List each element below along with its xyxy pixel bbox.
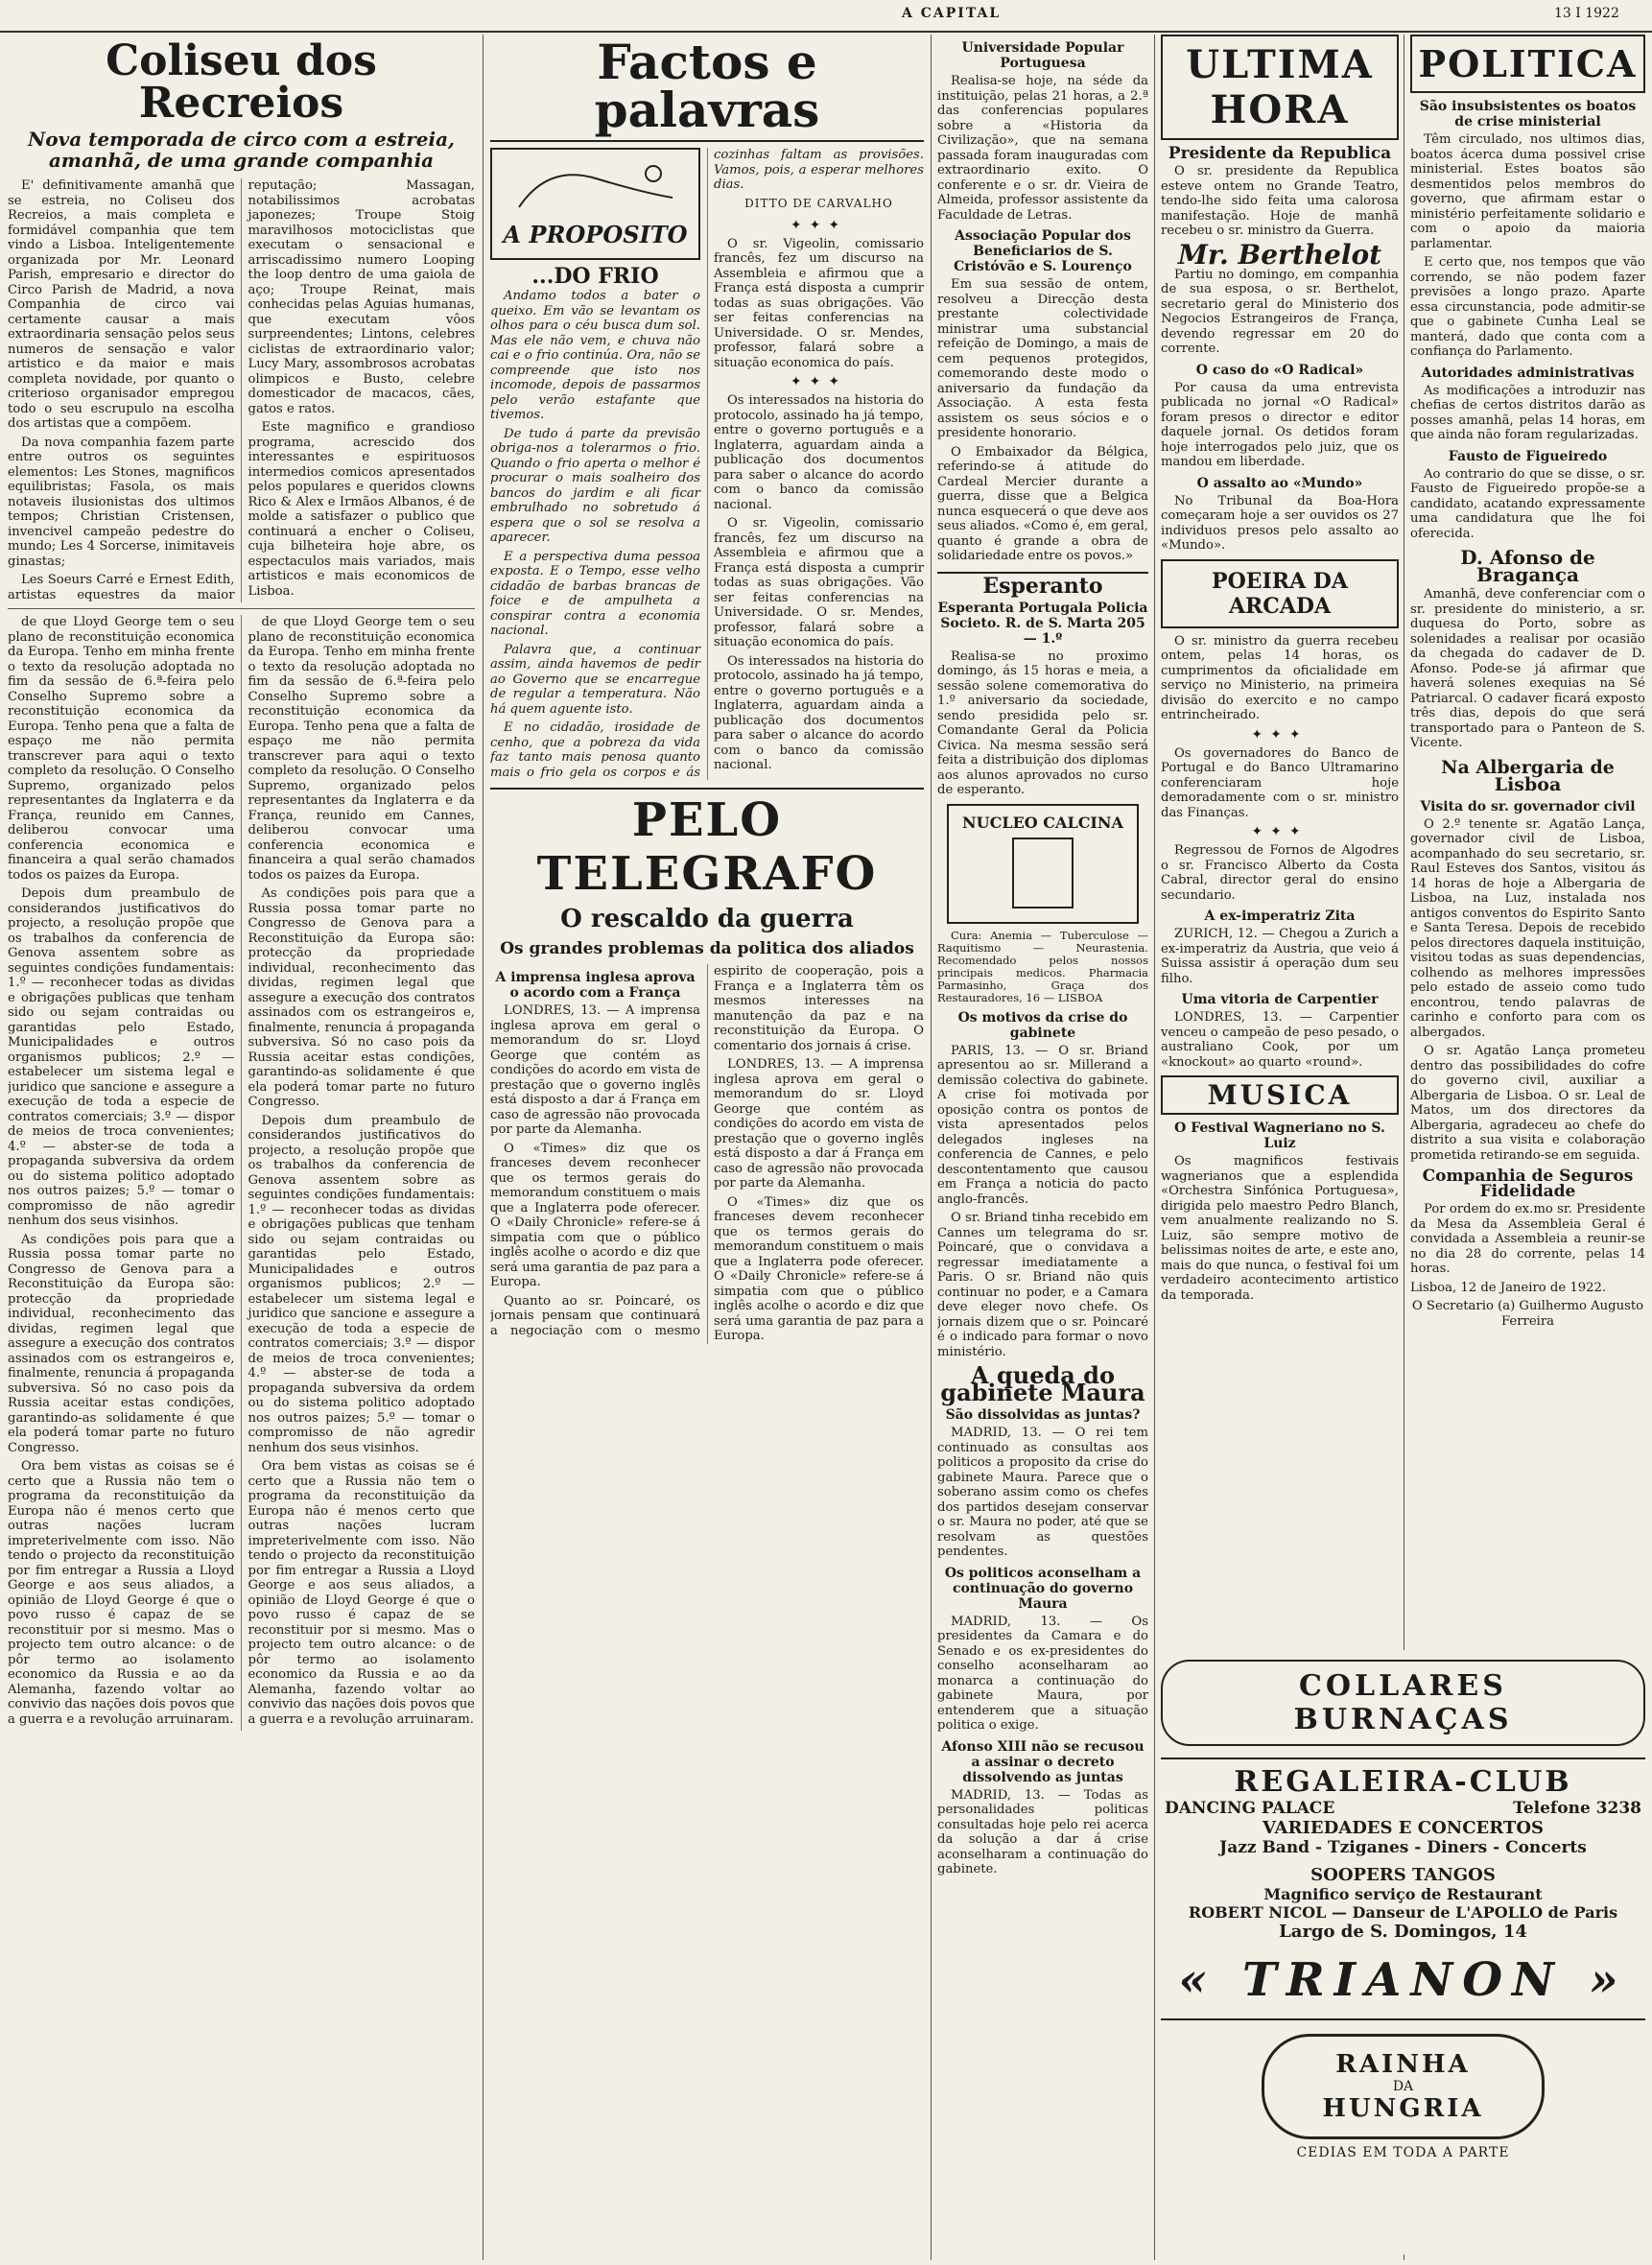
paragraph: Em sua sessão de ontem, resolveu a Direcção desta prestante colectividade ministrar uma substancial refeição de Domingo, a mais de cem pequenos protegidos, comemorando deste modo o aniversario da fundação da Associação. A esta festa assistem os seus sócios e o presidente honorario. [937, 277, 1148, 440]
paragraph: Este magnifico e grandioso programa, acrescido dos interessantes e espirituosos intermedios comicos apresentados pelos populares e queridos clowns Rico & Alex e Irmãos Albanos, é de molde a satisfazer o publico que continuará a encher o Coliseu, cuja bilheteira hoje abre, os espectaculos mais variados, mais artisticos e mais economicos de Lisboa. [248, 420, 475, 599]
musica-banner: MUSICA [1161, 1075, 1399, 1115]
paragraph: LONDRES, 13. — A imprensa inglesa aprova em geral o memorandum do sr. Lloyd George que contém as condições do acordo em vista de prestação que o governo inglês está disposto a dar á França em caso de agressão não provocada por parte da Alemanha. [490, 1003, 700, 1137]
paragraph: No Tribunal da Boa-Hora começaram hoje a ser ouvidos os 27 individuos presos pelo assalto ao «Mundo». [1161, 493, 1399, 553]
article-heading: Mr. Berthelot [1177, 238, 1382, 271]
article-title: Coliseu dos Recreios [106, 36, 377, 128]
telegraph-body [490, 964, 924, 1344]
article-heading: Esperanto [937, 572, 1148, 595]
paragraph: Regressou de Fornos de Algodres o sr. Francisco Alberto da Costa Cabral, director geral do ensino secundario. [1161, 843, 1399, 903]
notice-date: Lisboa, 12 de Janeiro de 1922. [1410, 1280, 1607, 1295]
paragraph: E' definitivamente amanhã que se estreia, no Coliseu dos Recreios, a mais completa e formidável companhia que tem vindo a Lisboa. Inteligentemente organizada por Mr. Leonard Parish, empresario e director do Circo Parish de Madrid, a nova Companhia de circo vai certamente causar a mais extraordinaria sensação pelos seus numeros de sensação e valor artistico e da maior e mais completa novidade, por quanto o criterioso organisador empregou todo o seu escrupulo na escolha dos artistas que a compõem. [8, 178, 235, 431]
paragraph: Depois dum preambulo de considerandos justificativos do projecto, a resolução propõe que os trabalhos da conferencia de Genova assentem sobre as seguintes condições fundamentais: 1.º — reconhecer todas as dividas e obrigações publicas que tenham sido ou sejam contraidas ou garantidas pelo Estado, Municipalidades e outros organismos publicos; 2.º — estabelecer um sistema legal e juridico que sancione e assegure a execução de toda a especie de contratos comerciais; 3.º — dispor de meios de troca convenientes; 4.º — abster-se de toda a propaganda subversiva da ordem ou do sistema politico adoptado nos outros paizes; 5.º — tomar o compromisso de não agredir nenhum dos seus visinhos. [8, 886, 235, 1228]
paragraph: PARIS, 13. — O sr. Briand apresentou ao sr. Millerand a demissão colectiva do gabinete. A crise foi motivada por oposição contra os pontos de vista apresentados pelos delegados ingleses na conferencia de Cannes, e pelo descontentamento que causou em França a noticia do pacto anglo-francês. [937, 1043, 1148, 1207]
bottle-icon [1012, 838, 1074, 908]
article-heading: D. Afonso de Bragança [1460, 546, 1595, 586]
trianon-ad: « TRIANON » [1178, 1953, 1628, 2007]
ad-title: REGALEIRA-CLUB [1234, 1765, 1572, 1799]
paragraph: ZURICH, 12. — Chegou a Zurich a ex-imperatriz da Austria, que veio á Suissa assistir á operação dum seu filho. [1161, 927, 1399, 986]
rainha-hungria-ad [1161, 2034, 1645, 2160]
banner-title: PELO TELEGRAFO [536, 793, 878, 901]
ad-brand-line: DA [1392, 2079, 1414, 2094]
paragraph: Têm circulado, nos ultimos dias, boatos ácerca duma possivel crise ministerial. Estes boatos são desmentidos pelos membros do governo, que afirmam estar o ministério perfeitamente solidario e com o apoio da maioria parlamentar. [1410, 132, 1645, 251]
paragraph: Os interessados na historia do protocolo, assinado ha já tempo, entre o governo português e a Inglaterra, aguardam ainda a publicação dos documentos para saber o alcance do acordo com o banco da comissão nacional. [714, 393, 924, 512]
ad-line: Jazz Band - Tziganes - Diners - Concerts [1219, 1838, 1587, 1857]
paragraph: O «Times» diz que os franceses devem reconhecer que os termos gerais do memorandum constituem o mais que a Inglaterra pode oferecer. O «Daily Chronicle» refere-se á simpatia com que o público inglês acolhe o acordo e diz que será uma garantia de paz para a Europa. [714, 1194, 924, 1343]
ad-line: ROBERT NICOL — Danseur de L'APOLLO de Paris [1188, 1903, 1618, 1922]
article-heading: Associação Popular dos Beneficiarios de S. Cristóvão e S. Lourenço [954, 228, 1132, 274]
paragraph: Por ordem do ex.mo sr. Presidente da Mesa da Assembleia Geral é convidada a Assembleia a reunir-se no dia 28 do corrente, pelas 14 horas. [1410, 1202, 1645, 1276]
paragraph: As condições pois para que a Russia possa tomar parte no Congresso de Genova para a Reconstituição da Europa são: protecção da propriedade individual, reconhecimento das dividas, regimen legal que assegure a execução dos contratos assinados com os estrangeiros e, finalmente, renuncia á propaganda subversiva. Só no caso pois da Russia aceitar estas condições, garantindo-as solidamente é que ela poderá tomar parte no futuro Congresso. [8, 1232, 235, 1455]
article-heading: Os motivos da crise do gabinete [957, 1009, 1128, 1041]
column-rule [1154, 35, 1155, 2260]
paragraph: Os governadores do Banco de Portugal e do Banco Ultramarino conferenciaram hoje demoradamente com o sr. ministro das Finanças. [1161, 745, 1399, 820]
paragraph: Realisa-se hoje, na séde da instituição, pelas 21 horas, a 2.ª das conferencias populares sobre a «Historia da Civilização», que na semana passada foram inauguradas com extraordinario exito. O conferente e o sr. dr. Vieira de Almeida, professor assistente da Faculdade de Letras. [937, 74, 1148, 223]
paragraph: MADRID, 13. — Todas as personalidades politicas consultadas hoje pelo rei acerca da solução a dar á crise aconselharam a continuação do gabinete. [937, 1787, 1148, 1876]
paragraph: O sr. Agatão Lança prometeu dentro das possibilidades do cofre do governo civil, auxiliar a Albergaria de Lisboa. O sr. Leal de Matos, um dos directores da Albergaria, agradeceu ao chefe do distrito a sua visita e colaboração prometida retirando-se em seguida. [1410, 1044, 1645, 1163]
paragraph: O sr. Vigeolin, comissario francês, fez um discurso na Assembleia e afirmou que a França está disposta a cumprir todas as suas obrigações. Vão ser feitas conferencias na Universidade. O sr. Mendes, professor, falará sobre a situação economica do país. [714, 516, 924, 649]
signature: DITTO DE CARVALHO [744, 196, 893, 210]
paragraph: As modificações a introduzir nas chefias de certos distritos darão as posses amanhã, pelas 14 horas, em que ainda não foram regularizadas. [1410, 383, 1645, 442]
paragraph: O sr. Vigeolin, comissario francês, fez um discurso na Assembleia e afirmou que a França está disposta a cumprir todas as suas obrigações. Vão ser feitas conferencias na Universidade. O sr. Mendes, professor, falará sobre a situação economica do país. [714, 236, 924, 370]
paragraph: O sr. presidente da Republica esteve ontem no Grande Teatro, tendo-lhe sido feita uma calorosa manifestação. Hoje de manhã recebeu o sr. ministro da Guerra. [1161, 164, 1399, 238]
article-heading: São insubsistentes os boatos de crise ministerial [1419, 99, 1637, 130]
newspaper-name: A CAPITAL [902, 6, 1002, 21]
paragraph: O «Times» diz que os franceses devem reconhecer que os termos gerais do memorandum constituem o mais que a Inglaterra pode oferecer. O «Daily Chronicle» refere-se á simpatia com que o público inglês acolhe o acordo e diz que será uma garantia de paz para a Europa. [490, 1141, 700, 1289]
a-proposito-logo [490, 148, 700, 260]
ad-line: VARIEDADES E CONCERTOS [1262, 1818, 1544, 1838]
article-heading: Companhia de Seguros Fidelidade [1422, 1167, 1634, 1201]
column-coliseu [8, 35, 475, 2260]
nucleo-calcina-ad [947, 804, 1139, 924]
paragraph: Ora bem vistas as coisas se é certo que a Russia não tem o programa da reconstituição da Europa não é menos certo que outras nações lucram impreterivelmente com isso. Não tendo o projecto da reconstituição por fim entregar a Russia a Lloyd George e aos seus aliados, a opinião de Lloyd George é que o povo russo é capaz de se reconstituir por si mesmo. Mas o projecto tem outro alcance: o de pôr termo ao isolamento economico da Russia e ao da Alemanha, fazendo voltar ao convivio das nações dois povos que a guerra e a revolução arruinaram. [248, 1459, 475, 1727]
paragraph: Depois dum preambulo de considerandos justificativos do projecto, a resolução propõe que os trabalhos da conferencia de Genova assentem sobre as seguintes condições fundamentais: 1.º — reconhecer todas as dividas e obrigações publicas que tenham sido ou sejam contraidas ou garantidas pelo Estado, Municipalidades e outros organismos publicos; 2.º — estabelecer um sistema legal e juridico que sancione e assegure a execução de toda a especie de contratos comerciais; 3.º — dispor de meios de troca convenientes; 4.º — abster-se de toda a propaganda subversiva da ordem ou do sistema politico adoptado nos outros paizes; 5.º — tomar o compromisso de não agredir nenhum dos seus visinhos. [248, 1113, 475, 1455]
article-heading: Afonso XIII não se recusou a assinar o decreto dissolvendo as juntas [941, 1738, 1145, 1785]
ad-brand-line: HUNGRIA [1322, 2094, 1484, 2123]
ad-line: DANCING PALACE [1165, 1799, 1335, 1818]
banner-subtitle-2: Os grandes problemas da politica dos aliados [500, 939, 914, 958]
paragraph: Ora bem vistas as coisas se é certo que a Russia não tem o programa da reconstituição da Europa não é menos certo que outras nações lucram impreterivelmente com isso. Não tendo o projecto da reconstituição por fim entregar a Russia a Lloyd George e aos seus aliados, a opinião de Lloyd George é que o povo russo é capaz de se reconstituir por si mesmo. Mas o projecto tem outro alcance: o de pôr termo ao isolamento economico da Russia e ao da Alemanha, fazendo voltar ao convivio das nações dois povos que a guerra e a revolução arruinaram. [8, 1459, 235, 1727]
section-title: Factos e palavras [594, 35, 820, 138]
paragraph: Realisa-se no proximo domingo, ás 15 horas e meia, a sessão solene comemorativa do 1.º aniversario da sociedade, sendo presidida pelo sr. Comandante Geral da Policia Civica. Na mesma sessão será feita a distribuição dos diplomas aos alunos aprovados no curso de esperanto. [937, 649, 1148, 797]
column-rule [483, 35, 484, 2260]
paragraph: Amanhã, deve conferenciar com o sr. presidente do ministerio, a sr. duquesa do Porto, sobre as solenidades a realisar por ocasião da chegada do cadaver de D. Afonso. Pode-se já afirmar que haverá solenes exequias na Sé Patriarcal. O cadaver ficará exposto três dias, depois do que será transportado para o Panteon de S. Vicente. [1410, 587, 1645, 750]
article-subheading: São dissolvidas as juntas? [945, 1407, 1141, 1423]
article-heading: Fausto de Figueiredo [1448, 448, 1608, 464]
paragraph: de que Lloyd George tem o seu plano de reconstituição economica da Europa. Tenho em minha frente o texto da resolução adoptada no fim da sessão de 6.ª-feira pelo Conselho Supremo sobre a reconstituição economica da Europa. Tenho pena que a falta de espaço me não permita transcrever para aqui o texto completo da resolução. O Conselho Supremo, organizado pelos representantes da Inglaterra e da França, reunido em Cannes, deliberou convocar uma conferencia economica e financeira a qual serão chamados todos os paizes da Europa. [248, 615, 475, 883]
ad-brand-line: RAINHA [1335, 2050, 1471, 2079]
paragraph: Andamo todos a bater o queixo. Em vão se levantam os olhos para o céu busca dum sol. Mas ele não vem, e chuva não cai e o frio continúa. Ora, não se compreende que isto nos incomode, depois de passarmos pelo verão estafante que tivemos. [490, 289, 700, 422]
illustration-icon [509, 159, 682, 217]
ad-phone: Telefone 3238 [1513, 1799, 1641, 1818]
paragraph: E no cidadão, irosidade de cenho, que a pobreza da vida faz tanto mais penosa quanto mais o frio gela os corpos e ás cozinhas faltam as provisões. Vamos, pois, a esperar melhores dias. [490, 148, 924, 780]
article-heading: Os politicos aconselham a continuação do governo Maura [944, 1565, 1142, 1612]
article-subheading: Esperanta Portugala Policia Societo. R. de S. Marta 205 — 1.º [937, 600, 1148, 647]
section-label: A PROPOSITO [503, 221, 688, 248]
paragraph: Por causa da uma entrevista publicada no jornal «O Radical» foram presos o director e editor daquele jornal. Os detidos foram hoje interrogados pelo juiz, que os mandou em liberdade. [1161, 380, 1399, 469]
article-heading: A imprensa inglesa aprova o acordo com a França [495, 970, 696, 1001]
paragraph: Partiu no domingo, em companhia de sua esposa, o sr. Berthelot, secretario geral do Ministerio dos Negocios Estrangeiros de França, devendo regressar em 20 do corrente. [1161, 267, 1399, 356]
paragraph: O 2.º tenente sr. Agatão Lança, governador civil de Lisboa, acompanhado do seu secretario, sr. Raul Esteves dos Santos, visitou ás 14 horas de hoje a Albergaria de Lisboa, na Luz, instalada nos antigos conventos do Espirito Santo e Santa Teresa. Depois de recebido pelos directores daquela instituição, visitou todas as suas dependencias, colhendo as melhores impressões pelo estado de asseio como tudo encontrou, tendo palavras de carinho e conforto para com os albergados. [1410, 816, 1645, 1040]
paragraph: MADRID, 13. — Os presidentes da Camara e do Senado e os ex-presidentes do conselho aconselharam ao monarca a continuação do gabinete Maura, por entenderem que a situação politica o exige. [937, 1614, 1148, 1733]
article-heading: O Festival Wagneriano no S. Luiz [1174, 1121, 1385, 1151]
column-heading: ...DO FRIO [531, 264, 659, 289]
paragraph: As condições pois para que a Russia possa tomar parte no Congresso de Genova para a Reconstituição da Europa são: protecção da propriedade individual, reconhecimento das dividas, regimen legal que assegure a execução dos contratos assinados com os estrangeiros e, finalmente, renuncia á propaganda subversiva. Só no caso pois da Russia aceitar estas condições, garantindo-as solidamente é que ela poderá tomar parte no futuro Congresso. [248, 886, 475, 1109]
paragraph: Ao contrario do que se disse, o sr. Fausto de Figueiredo propõe-se a candidato, acatando expressamente uma candidatura que lhe foi oferecida. [1410, 466, 1645, 541]
paragraph: Palavra que, a continuar assim, ainda havemos de pedir ao Governo que se encarregue de regular a temperatura. Não há quem aguente isto. [490, 642, 700, 717]
paragraph: Os magnificos festivais wagnerianos que a esplendida «Orchestra Sinfónica Portuguesa», dirigida pelo maestro Pedro Blanch, vem anualmente realizando no S. Luiz, são sempre motivo de belissimas noites de arte, e este ano, mais do que nunca, o festival foi um verdadeiro acontecimento artistico da temporada. [1161, 1154, 1399, 1303]
paragraph: LONDRES, 13. — Carpentier venceu o campeão de peso pesado, o australiano Cook, por um «knockout» ao quarto «round». [1161, 1010, 1399, 1070]
column-factos [490, 35, 924, 2260]
column-ultima-hora: ULTIMA HORA Presidente da Republica O sr. presidente da Republica esteve ontem no Grande Teatro, tendo-lhe sido feita uma calorosa manifestação. Hoje de manhã recebeu o sr. ministro da Guerra. Mr. Berthelot Partiu no domingo, em companhia de sua esposa, o sr. Berthelot, secretario geral do Ministerio dos Negocios Estrangeiros de França, devendo regressar em 20 do corrente. O caso do «O Radical» Por causa da uma entrevista publicada no jornal «O Radical» foram presos o director e editor daquele jornal. Os detidos foram hoje interrogados pelo juiz, que os mandou em liberdade. O assalto ao «Mundo» No Tribunal da Boa-Hora começaram hoje a ser ouvidos os 27 individuos presos pelo assalto ao «Mundo». POEIRA DA ARCADA O sr. ministro da guerra recebeu ontem, pelas 14 horas, os cumprimentos da oficialidade em serviço no Ministerio, na primeira divisão do exercito e no campo entrincheirado. ✦✦✦ Os governadores do Banco de Portugal e do Banco Ultramarino conferenciaram hoje demoradamente com o sr. ministro das Finanças. ✦✦✦ Regressou de Fornos de Algodres o sr. Francisco Alberto da Costa Cabral, director geral do ensino secundario. A ex-imperatriz Zita ZURICH, 12. — Chegou a Zurich a ex-imperatriz da Austria, que veio á Suissa assistir á operação dum seu filho. Uma vitoria de Carpentier LONDRES, 13. — Carpentier venceu o campeão de peso pesado, o australiano Cook, por um «knockout» ao quarto «round». MUSICA O Festival Wagneriano no S. Luiz Os magnificos festivais wagnerianos que a esplendida «Orchestra Sinfónica Portuguesa», dirigida pelo maestro Pedro Blanch, vem anualmente realizando no S. Luiz, são sempre motivo de belissimas noites de arte, e este ano, mais do que nunca, o festival foi um verdadeiro acontecimento artistico da temporada. [1161, 35, 1399, 2260]
banner-subtitle: O rescaldo da guerra [560, 905, 854, 933]
article-subheading: Visita do sr. governador civil [1420, 798, 1636, 814]
article-heading: Universidade Popular Portuguesa [961, 40, 1124, 71]
ads-block [1161, 1650, 1645, 2254]
article-heading: A ex-imperatriz Zita [1204, 908, 1356, 924]
article-heading: Na Albergaria de Lisboa [1441, 756, 1615, 795]
page-header [0, 0, 1652, 33]
ad-line: Magnifico serviço de Restaurant [1263, 1885, 1543, 1903]
paragraph: LONDRES, 13. — A imprensa inglesa aprova em geral o memorandum do sr. Lloyd George que contém as condições do acordo em vista de prestação que o governo inglês está disposto a dar á França em caso de agressão não provocada por parte da Alemanha. [714, 1057, 924, 1191]
column-rule [931, 35, 932, 2260]
article-heading: O caso do «O Radical» [1195, 362, 1364, 378]
paragraph: MADRID, 13. — O rei tem continuado as consultas aos politicos a proposito da crise do gabinete Maura. Parece que o soberano assim como os chefes dos partidos desejam conservar o sr. Maura no poder, até que se resolvam as questões pendentes. [937, 1426, 1148, 1559]
paragraph: Da nova companhia fazem parte entre outros os seguintes elementos: Les Stones, magnificos equilibristas; Fasola, os mais notaveis ilusionistas dos ultimos tempos; Christian Cristensen, invencivel campeão pedestre do mundo; Les 4 Sorcerse, inimitaveis ginastas; [8, 435, 235, 569]
paragraph: O sr. ministro da guerra recebeu ontem, pelas 14 horas, os cumprimentos da oficialidade em serviço no Ministerio, na primeira divisão do exercito e no campo entrincheirado. [1161, 633, 1399, 722]
article-heading: Autoridades administrativas [1421, 365, 1635, 381]
article-heading: Presidente da Republica [1168, 144, 1392, 163]
paragraph: De tudo á parte da previsão obriga-nos a tolerarmos o frio. Quando o frio aperta o melhor é procurar o mais soalheiro dos bancos do jardim e ali ficar embrulhado no sobretudo á espera que o sol se resolva a aparecer. [490, 426, 700, 545]
paragraph: O sr. Briand tinha recebido em Cannes um telegrama do sr. Poincaré, que o convidava a regressar imediatamente a Paris. O sr. Briand não quis continuar no poder, e a Camara deve eleger novo chefe. Os jornais dizem que o sr. Poincaré é o indicado para formar o novo ministério. [937, 1211, 1148, 1359]
article-heading: A queda do gabinete Maura [940, 1361, 1145, 1406]
collares-ad [1161, 1660, 1645, 1746]
paragraph: Les Soeurs Carré e Ernest Edith, artistas equestres da maior reputação; Massagan, notabilissimos acrobatas japonezes; Troupe Stoig maravilhosos motociclistas que executam o sensacional e arriscadissimo numero Looping the loop dentro de uma gaiola de aço; Troupe Reinat, mais conhecidas pelas Aguias humanas, que executam vôos surpreendentes; Lintons, celebres ciclistas de extraordinario valor; Lucy Mary, assombrosos acrobatas olimpicos e Busto, celebre domesticador de macacos, cães, gatos e ratos. [8, 178, 475, 602]
ad-text: Cura: Anemia — Tuberculose — Raquitismo — Neurastenia. Recomendado pelos nossos principais medicos. Pharmacia Parmasinho, Graça dos Restauradores, 16 — LISBOA [937, 928, 1148, 1004]
ad-title: NUCLEO CALCINA [962, 813, 1123, 832]
paragraph: O Embaixador da Bélgica, referindo-se á atitude do Cardeal Mercier durante a guerra, disse que a Belgica nunca esquecerá o que deve aos seus aliados. «Como é, em geral, quanto é grande a obra de solidariedade entre os povos.» [937, 444, 1148, 563]
page-date: 13 I 1922 [1554, 6, 1619, 21]
paragraph: Quanto ao sr. Poincaré, os jornais pensam que continuará a negociação com o mesmo espirito de cooperação, pois a França e a Inglaterra têm os mesmos interesses na manutenção da paz e na reconstituição da Europa. O comentario dos jornais á crise. [490, 964, 924, 1338]
collares-logo: COLLARES BURNAÇAS [1161, 1660, 1645, 1746]
ad-line: SOOPERS TANGOS [1310, 1865, 1496, 1885]
section-body: A PROPOSITO ...DO FRIO Andamo todos a bater o queixo. Em vão se levantam os olhos para o céu busca dum sol. Mas ele não vem, e chuva não cai e o frio continúa. Ora, não se compreende que isto nos incomode, depois de passarmos pelo verão estafante que tivemos. De tudo á parte da previsão obriga-nos a tolerarmos o frio. Quando o frio aperta o melhor é procurar o mais soalheiro dos bancos do jardim e ali ficar embrulhado no sobretudo á espera que o sol se resolva a aparecer. E a perspectiva duma pessoa exposta. E o Tempo, esse velho cidadão de barbas brancas de foice e de ampulheta a conspirar contra a economia nacional. Palavra que, a continuar assim, ainda havemos de pedir ao Governo que se encarregue de regular a temperatura. Não há quem aguente isto. E no cidadão, irosidade de cenho, que a pobreza da vida faz tanto mais penosa quanto mais o frio gela os corpos e ás cozinhas faltam as provisões. Vamos, pois, a esperar melhores dias. DITTO DE CARVALHO ✦✦✦ O sr. Vigeolin, comissario francês, fez um discurso na Assembleia e afirmou que a França está disposta a cumprir todas as suas obrigações. Vão ser feitas conferencias na Universidade. O sr. Mendes, professor, falará sobre a situação economica do país. ✦✦✦ Os interessados na historia do protocolo, assinado ha já tempo, entre o governo português e a Inglaterra, aguardam ainda a publicação dos documentos para saber o alcance do acordo com o banco da comissão nacional. O sr. Vigeolin, comissario francês, fez um discurso na Assembleia e afirmou que a França está disposta a cumprir todas as suas obrigações. Vão ser feitas conferencias na Universidade. O sr. Mendes, professor, falará sobre a situação economica do país. Os interessados na historia do protocolo, assinado ha já tempo, entre o governo português e a Inglaterra, aguardam ainda a publicação dos documentos para saber o alcance do acordo com o banco da comissão nacional. [490, 148, 924, 780]
paragraph: Os interessados na historia do protocolo, assinado ha já tempo, entre o governo português e a Inglaterra, aguardam ainda a publicação dos documentos para saber o alcance do acordo com o banco da comissão nacional. [714, 653, 924, 772]
paragraph: de que Lloyd George tem o seu plano de reconstituição economica da Europa. Tenho em minha frente o texto da resolução adoptada no fim da sessão de 6.ª-feira pelo Conselho Supremo sobre a reconstituição economica da Europa. Tenho pena que a falta de espaço me não permita transcrever para aqui o texto completo da resolução. O Conselho Supremo, organizado pelos representantes da Inglaterra e da França, reunido em Cannes, deliberou convocar uma conferencia economica e financeira a qual serão chamados todos os paizes da Europa. [8, 615, 235, 883]
ad-line: Largo de S. Domingos, 14 [1279, 1922, 1527, 1942]
paragraph: E a perspectiva duma pessoa exposta. E o Tempo, esse velho cidadão de barbas brancas de foice e de ampulheta a conspirar contra a economia nacional. [490, 549, 700, 638]
ad-tagline: CEDIAS EM TODA A PARTE [1296, 2145, 1510, 2160]
politica-banner: POLITICA [1410, 35, 1645, 93]
article-heading: O assalto ao «Mundo» [1196, 475, 1363, 491]
article-body [8, 178, 475, 602]
regaleira-ad [1161, 1765, 1645, 1942]
ultima-hora-banner: ULTIMA HORA [1161, 35, 1399, 140]
poeira-banner: POEIRA DA ARCADA [1161, 559, 1399, 628]
telegrafo-banner [490, 793, 924, 958]
article-body-continued [8, 615, 475, 1731]
notice-signature: O Secretario (a) Guilhermo Augusto Ferreira [1411, 1299, 1644, 1329]
paragraph: E certo que, nos tempos que vão correndo, se não podem fazer previsões a longo prazo. Aparte essa circunstancia, pode admitir-se que o gabinete Cunha Leal se manterá, dado que conta com a confiança do Parlamento. [1410, 255, 1645, 359]
article-subtitle: Nova temporada de circo com a estreia, amanhã, de uma grande companhia [27, 128, 456, 172]
article-heading: Uma vitoria de Carpentier [1181, 992, 1379, 1007]
column-news [937, 35, 1148, 2260]
